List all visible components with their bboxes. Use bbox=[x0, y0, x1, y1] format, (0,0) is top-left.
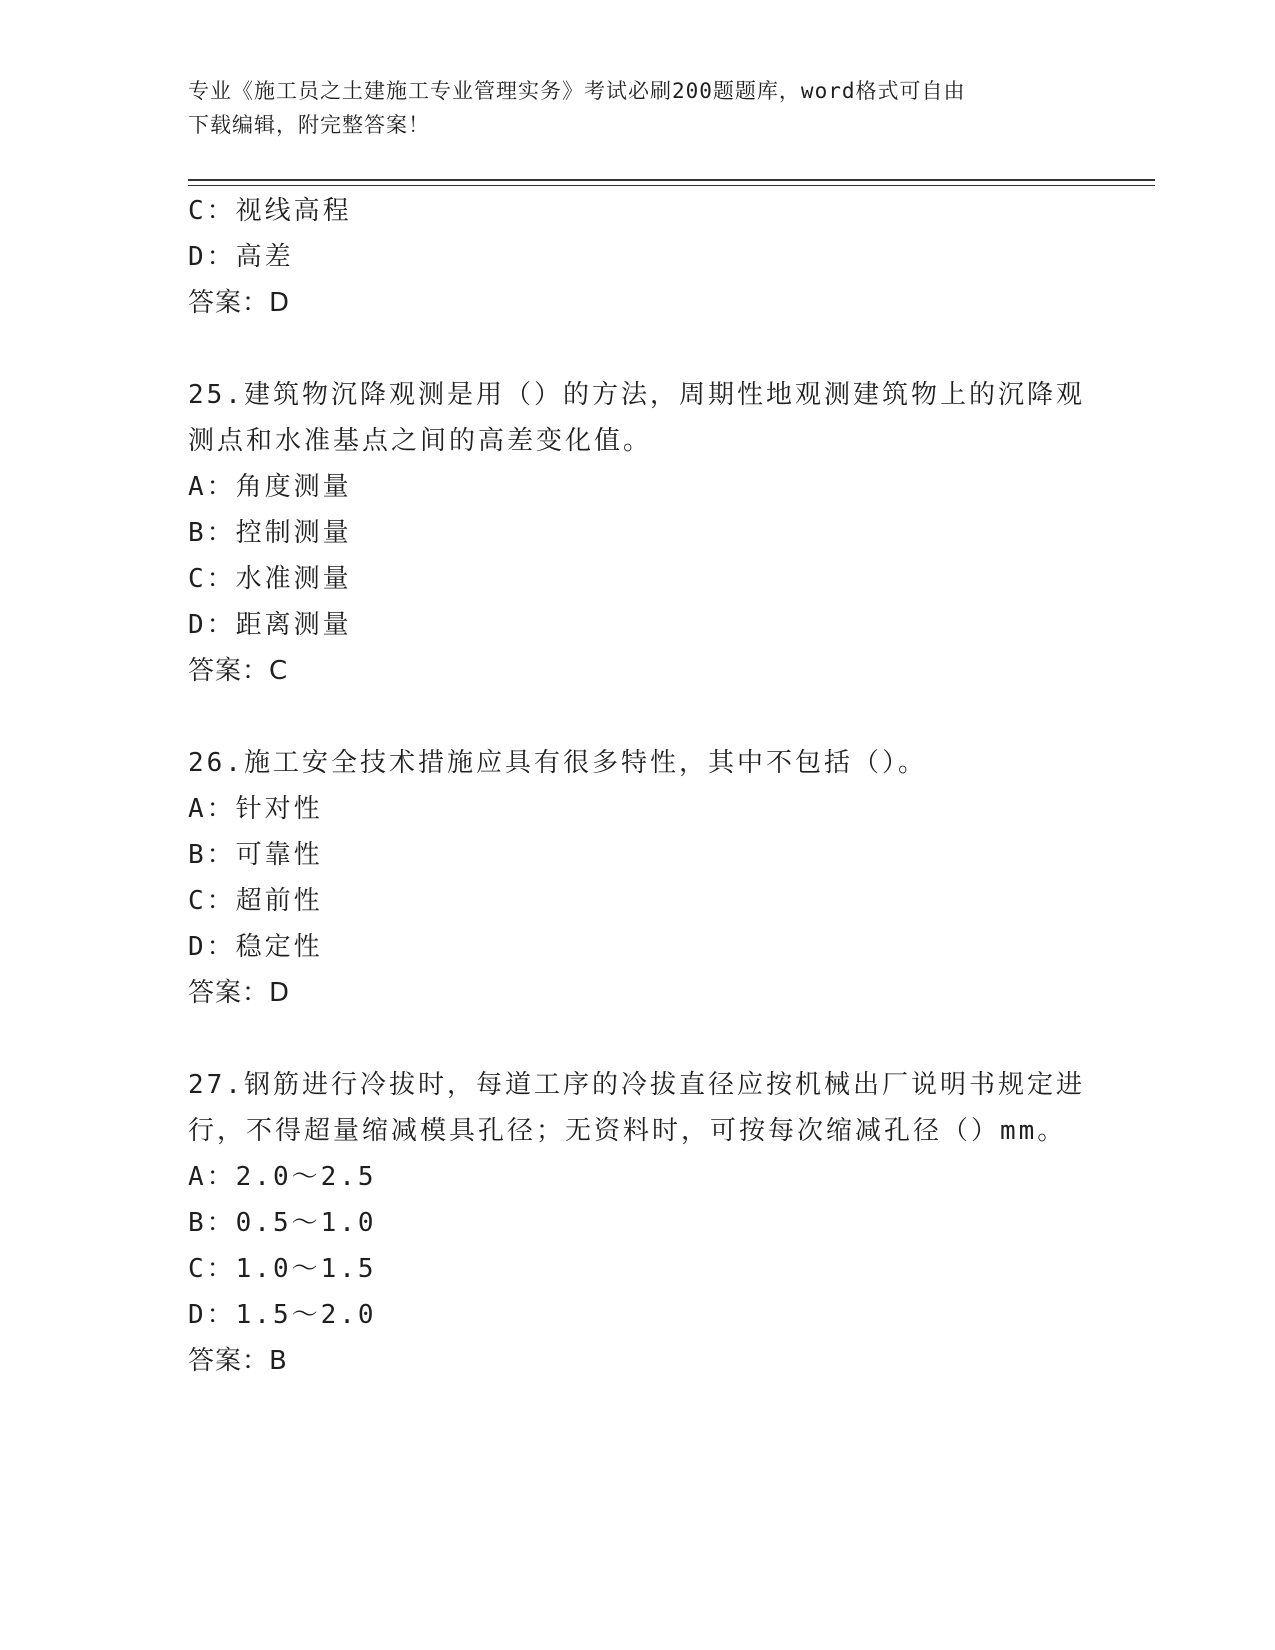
option-d: D：高差 bbox=[188, 242, 294, 272]
option-a: A：针对性 bbox=[188, 794, 323, 824]
question-text-line-2: 测点和水准基点之间的高差变化值。 bbox=[188, 426, 653, 456]
previous-question-tail bbox=[188, 188, 1088, 326]
option-b: B：可靠性 bbox=[188, 840, 323, 870]
option-b: B：0.5～1.0 bbox=[188, 1208, 377, 1238]
option-a: A：角度测量 bbox=[188, 472, 352, 502]
option-b: B：控制测量 bbox=[188, 518, 352, 548]
question-25 bbox=[188, 372, 1088, 694]
option-d: D：距离测量 bbox=[188, 610, 352, 640]
answer-line: 答案：D bbox=[188, 288, 291, 318]
option-d: D：稳定性 bbox=[188, 932, 323, 962]
answer-line: 答案：B bbox=[188, 1346, 288, 1376]
question-text-line-1: 26.施工安全技术措施应具有很多特性，其中不包括（）。 bbox=[188, 748, 927, 778]
header-line-1: 专业《施工员之土建施工专业管理实务》考试必刷200题题库，word格式可自由 bbox=[188, 79, 966, 103]
spacer bbox=[188, 694, 1088, 740]
option-c: C：水准测量 bbox=[188, 564, 352, 594]
option-c: C：视线高程 bbox=[188, 196, 352, 226]
answer-line: 答案：D bbox=[188, 978, 291, 1008]
header-line-2: 下载编辑，附完整答案！ bbox=[188, 113, 430, 137]
document-header bbox=[188, 74, 1088, 142]
header-divider-thin bbox=[188, 185, 1155, 186]
option-c: C：1.0～1.5 bbox=[188, 1254, 377, 1284]
answer-line: 答案：C bbox=[188, 656, 289, 686]
option-a: A：2.0～2.5 bbox=[188, 1162, 377, 1192]
option-c: C：超前性 bbox=[188, 886, 323, 916]
question-list bbox=[188, 188, 1088, 1384]
spacer bbox=[188, 326, 1088, 372]
question-27 bbox=[188, 1062, 1088, 1384]
option-d: D：1.5～2.0 bbox=[188, 1300, 377, 1330]
question-26 bbox=[188, 740, 1088, 1016]
question-text-line-1: 25.建筑物沉降观测是用（）的方法，周期性地观测建筑物上的沉降观 bbox=[188, 380, 1085, 410]
header-divider-thick bbox=[188, 179, 1155, 181]
question-text-line-1: 27.钢筋进行冷拔时，每道工序的冷拔直径应按机械出厂说明书规定进 bbox=[188, 1070, 1085, 1100]
spacer bbox=[188, 1016, 1088, 1062]
question-text-line-2: 行，不得超量缩减模具孔径；无资料时，可按每次缩减孔径（）mm。 bbox=[188, 1116, 1067, 1146]
